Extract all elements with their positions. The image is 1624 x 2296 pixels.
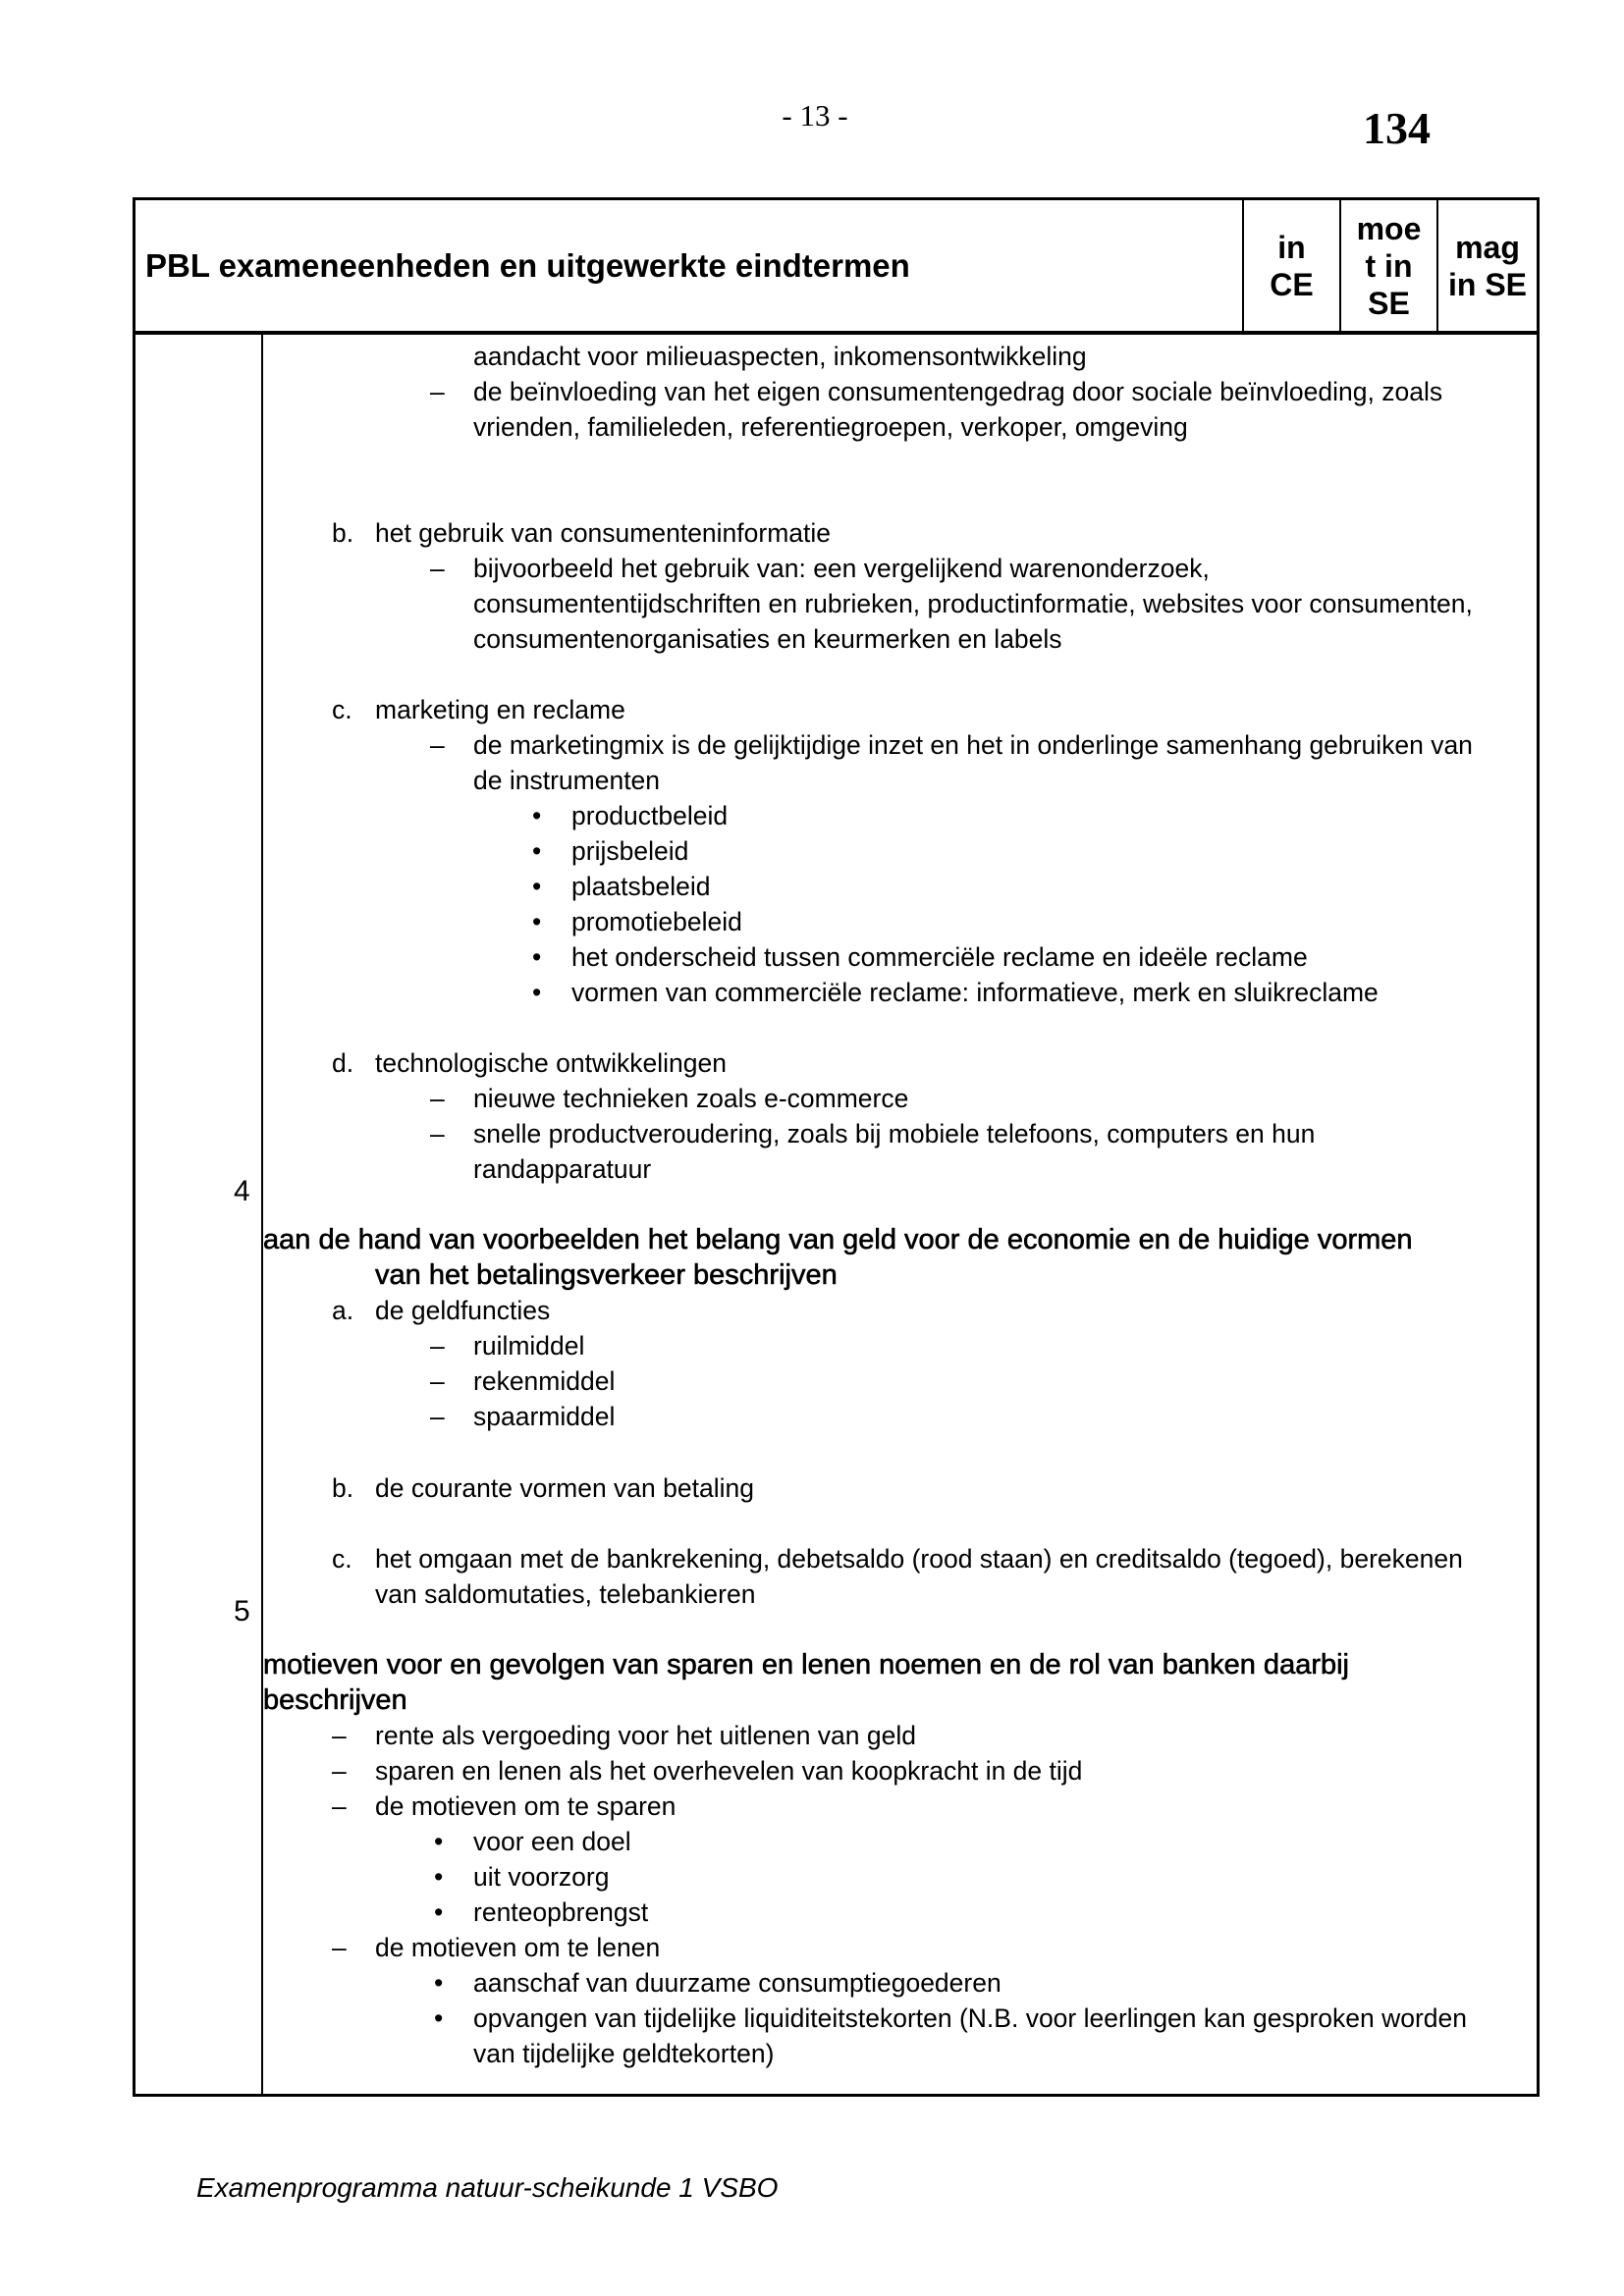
list-item-text: technologische ontwikkelingen xyxy=(375,1048,727,1078)
table-body xyxy=(135,335,1537,2094)
dash-icon: – xyxy=(332,1756,347,1786)
dash-icon: – xyxy=(430,1119,445,1148)
bullet-icon: • xyxy=(434,1968,444,1998)
table-title: PBL exameneenheden en uitgewerkte eindtermen xyxy=(145,247,910,284)
column-mag-in-se: mag in SE xyxy=(1436,200,1537,331)
dash-icon: – xyxy=(430,554,445,583)
document-number: 134 xyxy=(1363,103,1431,153)
row-number: 5 xyxy=(234,1595,250,1628)
list-item-text: vrienden, familieleden, referentiegroepen, verkoper, omgeving xyxy=(473,412,1188,442)
bullet-icon: • xyxy=(532,836,542,866)
dash-icon: – xyxy=(332,1791,347,1821)
list-item-text: consumentenorganisaties en keurmerken en labels xyxy=(473,624,1062,654)
footer-text: Examenprogramma natuur-scheikunde 1 VSBO xyxy=(196,2172,779,2203)
list-item-text: de geldfuncties xyxy=(375,1296,551,1325)
list-item-text: spaarmiddel xyxy=(473,1402,616,1431)
list-item-text: snelle productveroudering, zoals bij mobiele telefoons, computers en hun xyxy=(473,1119,1316,1148)
bullet-icon: • xyxy=(434,2003,444,2033)
list-item-text: de motieven om te sparen xyxy=(375,1791,677,1821)
list-marker: c. xyxy=(332,1544,352,1574)
list-item-text: consumententijdschriften en rubrieken, productinformatie, websites voor consumenten, xyxy=(473,589,1473,618)
list-item-text: het gebruik van consumenteninformatie xyxy=(375,518,832,548)
bullet-icon: • xyxy=(434,1862,444,1892)
list-item-text: motieven voor en gevolgen van sparen en lenen noemen en de rol van banken daarbij xyxy=(263,1649,1349,1681)
eindtermen-table xyxy=(133,197,1540,2097)
table-header xyxy=(135,200,1537,335)
list-item-text: de motieven om te lenen xyxy=(375,1933,661,1962)
list-item-text: uit voorzorg xyxy=(473,1862,610,1892)
column-moet-in-se: moe t in SE xyxy=(1339,200,1436,331)
list-item-text: het omgaan met de bankrekening, debetsaldo (rood staan) en creditsaldo (tegoed), berekenen xyxy=(375,1544,1463,1574)
page-number: - 13 - xyxy=(782,98,848,133)
bullet-icon: • xyxy=(532,942,542,972)
dash-icon: – xyxy=(332,1933,347,1962)
list-marker: b. xyxy=(332,1473,354,1503)
list-item-text: van saldomutaties, telebankieren xyxy=(375,1579,756,1609)
list-item-text: van het betalingsverkeer beschrijven xyxy=(375,1259,838,1291)
list-item-text: de instrumenten xyxy=(473,766,661,795)
list-marker: d. xyxy=(332,1048,354,1078)
list-item-text: het onderscheid tussen commerciële reclame en ideële reclame xyxy=(571,942,1308,972)
list-marker: c. xyxy=(332,695,352,724)
list-item-text: sparen en lenen als het overhevelen van koopkracht in de tijd xyxy=(375,1756,1083,1786)
list-item-text: voor een doel xyxy=(473,1827,631,1856)
dash-icon: – xyxy=(430,1084,445,1113)
list-item-text: aan de hand van voorbeelden het belang van geld voor de economie en de huidige vormen xyxy=(263,1224,1413,1255)
list-item-text: prijsbeleid xyxy=(571,836,689,866)
list-item-text: ruilmiddel xyxy=(473,1331,585,1361)
bullet-icon: • xyxy=(434,1827,444,1856)
list-item-text: de courante vormen van betaling xyxy=(375,1473,754,1503)
bullet-icon: • xyxy=(532,907,542,936)
list-item-text: aanschaf van duurzame consumptiegoederen xyxy=(473,1968,1001,1998)
list-item-text: de beïnvloeding van het eigen consumentengedrag door sociale beïnvloeding, zoals xyxy=(473,377,1443,406)
dash-icon: – xyxy=(430,1331,445,1361)
column-in-ce: in CE xyxy=(1242,200,1339,331)
list-item-text: nieuwe technieken zoals e-commerce xyxy=(473,1084,909,1113)
list-marker: b. xyxy=(332,518,354,548)
row-number: 4 xyxy=(234,1175,250,1207)
list-item-text: van tijdelijke geldtekorten) xyxy=(473,2039,775,2068)
list-item-text: beschrijven xyxy=(263,1684,407,1716)
list-item-text: promotiebeleid xyxy=(571,907,742,936)
dash-icon: – xyxy=(430,1366,445,1396)
dash-icon: – xyxy=(430,377,445,406)
list-item-text: productbeleid xyxy=(571,801,729,830)
bullet-icon: • xyxy=(532,978,542,1007)
list-item-text: de marketingmix is de gelijktijdige inzet en het in onderlinge samenhang gebruiken van xyxy=(473,730,1473,760)
list-item-text: vormen van commerciële reclame: informatieve, merk en sluikreclame xyxy=(571,978,1379,1007)
bullet-icon: • xyxy=(532,872,542,901)
dash-icon: – xyxy=(332,1721,347,1750)
bullet-icon: • xyxy=(532,801,542,830)
list-item-text: rente als vergoeding voor het uitlenen van geld xyxy=(375,1721,916,1750)
list-item-text: bijvoorbeeld het gebruik van: een vergelijkend warenonderzoek, xyxy=(473,554,1210,583)
bullet-icon: • xyxy=(434,1897,444,1927)
list-marker: a. xyxy=(332,1296,354,1325)
list-item-text: aandacht voor milieuaspecten, inkomensontwikkeling xyxy=(473,342,1087,371)
dash-icon: – xyxy=(430,730,445,760)
list-item-text: plaatsbeleid xyxy=(571,872,711,901)
list-item-text: randapparatuur xyxy=(473,1154,652,1184)
list-item-text: renteopbrengst xyxy=(473,1897,649,1927)
list-item-text: opvangen van tijdelijke liquiditeitstekorten (N.B. voor leerlingen kan gesproken worden xyxy=(473,2003,1468,2033)
list-item-text: marketing en reclame xyxy=(375,695,625,724)
dash-icon: – xyxy=(430,1402,445,1431)
list-item-text: rekenmiddel xyxy=(473,1366,616,1396)
